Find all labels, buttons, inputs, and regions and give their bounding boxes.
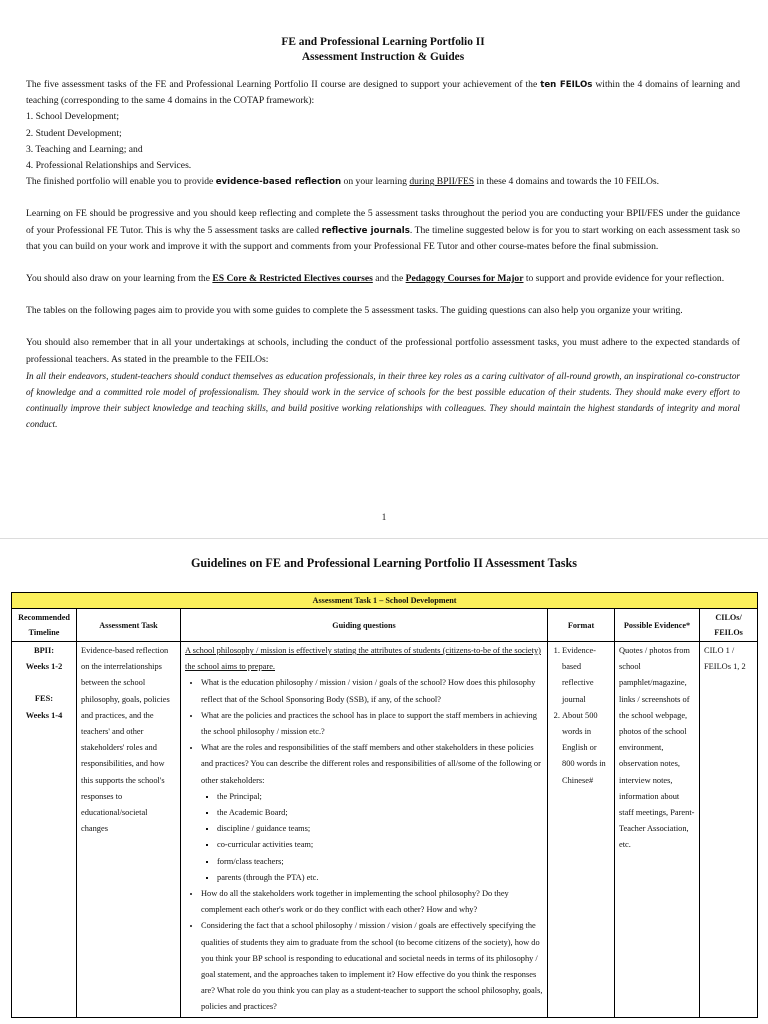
header-format: Format [548, 609, 615, 642]
table-header-row [12, 609, 758, 642]
stakeholder-item: ▪ form/class teachers; [217, 854, 543, 870]
cilos-cell: CILO 1 / FEILOs 1, 2 [700, 642, 758, 1018]
document-title: FE and Professional Learning Portfolio II Assessment Instruction & Guides [281, 36, 485, 63]
guiding-questions-cell [181, 642, 548, 1018]
guiding-question: • What are the roles and responsibilities of the staff members and other stakeholders in these policies and practices? You can describe the different roles and responsibilities of all/some of the following or other stakeholders: ▪ the Principal; ▪ the Academic Board; ▪ discipline / guidance teams; ▪ co-curricular activities team; ▪ form/class teachers; ▪ parents (through the PTA) etc. [201, 740, 543, 886]
format-item: 1. Evidence-based reflective journal [562, 643, 610, 708]
progressive-learning-paragraph: Learning on FE should be progressive and you should keep reflecting and complete the 5 assessment tasks throughout the period you are conducting your BPII/FES under the guidance of your Professional FE Tutor. This is why the 5 assessment tasks are called reflective journals. The timeline suggested below is for you to start working on each assessment task so that you can build on your work and improve it with the support and comments from your Professional FE Tutor and other course-mates before the final submission. [26, 208, 740, 252]
guiding-intro: A school philosophy / mission is effectively stating the attributes of students (citizens-to-be of the society) the school aims to prepare. [185, 646, 541, 672]
portfolio-summary: The finished portfolio will enable you to provide evidence-based reflection on your learning during BPII/FES in these 4 domains and towards the 10 FEILOs. [26, 176, 660, 188]
es-core-link[interactable]: ES Core & Restricted Electives courses [212, 273, 373, 285]
domain-item: 4. Professional Relationships and Services. [26, 160, 192, 172]
format-cell [548, 642, 615, 1018]
domain-item: 1. School Development; [26, 111, 119, 123]
timeline-cell: BPII: Weeks 1-2 FES: Weeks 1-4 [12, 642, 77, 1018]
guiding-question: • Considering the fact that a school philosophy / mission / vision / goals are effectively specifying the qualities of students they aim to graduate from the school (to become citizens of the society), how do you think your BP school is responding to educational and societal needs in terms of its philosophy / goal statement, and the approaches taken to implement it? How effective do you think the responses are? What role do you think you can play as a student-teacher to support the school philosophy, goals, policies and practices? [201, 918, 543, 1015]
pedagogy-courses-link[interactable]: Pedagogy Courses for Major [405, 273, 524, 285]
evidence-cell: Quotes / photos from school pamphlet/magazine, links / screenshots of the school webpage, photos of the school environment, observation notes, interview notes, information about staff meetings, Parent-Teacher Association, etc. [615, 642, 700, 1018]
tables-paragraph: The tables on the following pages aim to provide you with some guides to complete the 5 assessment tasks. The guiding questions can also help you organize your writing. [26, 305, 683, 317]
page-divider [0, 538, 768, 539]
stakeholder-item: ▪ the Principal; [217, 789, 543, 805]
course-links-paragraph: You should also draw on your learning from the ES Core & Restricted Electives courses and the Pedagogy Courses for Major to support and provide evidence for your reflection. [26, 273, 725, 285]
task-title-row [12, 593, 758, 609]
guidelines-heading: Guidelines on FE and Professional Learning Portfolio II Assessment Tasks [190, 556, 578, 570]
format-item: 2. About 500 words in English or 800 words in Chinese# [562, 708, 610, 789]
domain-item: 3. Teaching and Learning; and [26, 143, 143, 155]
guiding-question: • How do all the stakeholders work together in implementing the school philosophy? Do they complement each other's work or do they conflict with each other? How and why? [201, 886, 543, 918]
feilos-preamble-quote: In all their endeavors, student-teachers should conduct themselves as education professionals, in their three key roles as a caring cultivator of all-round growth, an inspirational co-constructor of knowledge and a committed role model of professionalism. They should work in the service of schools for the best possible education of their students. They should make every effort to continually improve their subject knowledge and teaching skills, and build positive working relationships with colleagues. They should maintain the highest standards of integrity and moral conduct. [26, 370, 740, 430]
standards-paragraph: You should also remember that in all your undertakings at schools, including the conduct of the professional portfolio assessment tasks, you must adhere to the expected standards of professional teachers. As stated in the preamble to the FEILOs: [26, 337, 740, 365]
intro-paragraph: The five assessment tasks of the FE and Professional Learning Portfolio II course are designed to support your achievement of the ten FEILOs within the 4 domains of learning and teaching (corresponding to the same 4 domains in the COTAP framework): [26, 79, 740, 107]
assessment-task-table [11, 592, 758, 1018]
task-description-cell: Evidence-based reflection on the interrelationships between the school philosophy, goals, policies and practices, and the teachers' and other stakeholders' roles and responsibilities, and how this supports the school's responses to educational/societal changes [77, 642, 181, 1018]
task-title: Assessment Task 1 – School Development [12, 593, 758, 609]
guiding-question: • What is the education philosophy / mission / vision / goals of the school? How does this philosophy reflect that of the School Sponsoring Body (SSB), if any, of the school? [201, 675, 543, 707]
stakeholder-list [201, 789, 543, 886]
header-timeline: Recommended Timeline [12, 609, 77, 642]
stakeholder-item: ▪ parents (through the PTA) etc. [217, 870, 543, 886]
header-cilos: CILOs/ FEILOs [700, 609, 758, 642]
page-number: 1 [381, 512, 387, 522]
stakeholder-item: ▪ discipline / guidance teams; [217, 821, 543, 837]
header-guiding-questions: Guiding questions [181, 609, 548, 642]
stakeholder-item: ▪ co-curricular activities team; [217, 837, 543, 853]
domain-list [26, 109, 740, 174]
guiding-question: • What are the policies and practices the school has in place to support the staff members in achieving the school philosophy / mission etc.? [201, 708, 543, 740]
stakeholder-item: ▪ the Academic Board; [217, 805, 543, 821]
domain-item: 2. Student Development; [26, 127, 122, 139]
header-task: Assessment Task [77, 609, 181, 642]
table-row [12, 642, 758, 1018]
header-evidence: Possible Evidence* [615, 609, 700, 642]
page-1-body [26, 35, 740, 433]
